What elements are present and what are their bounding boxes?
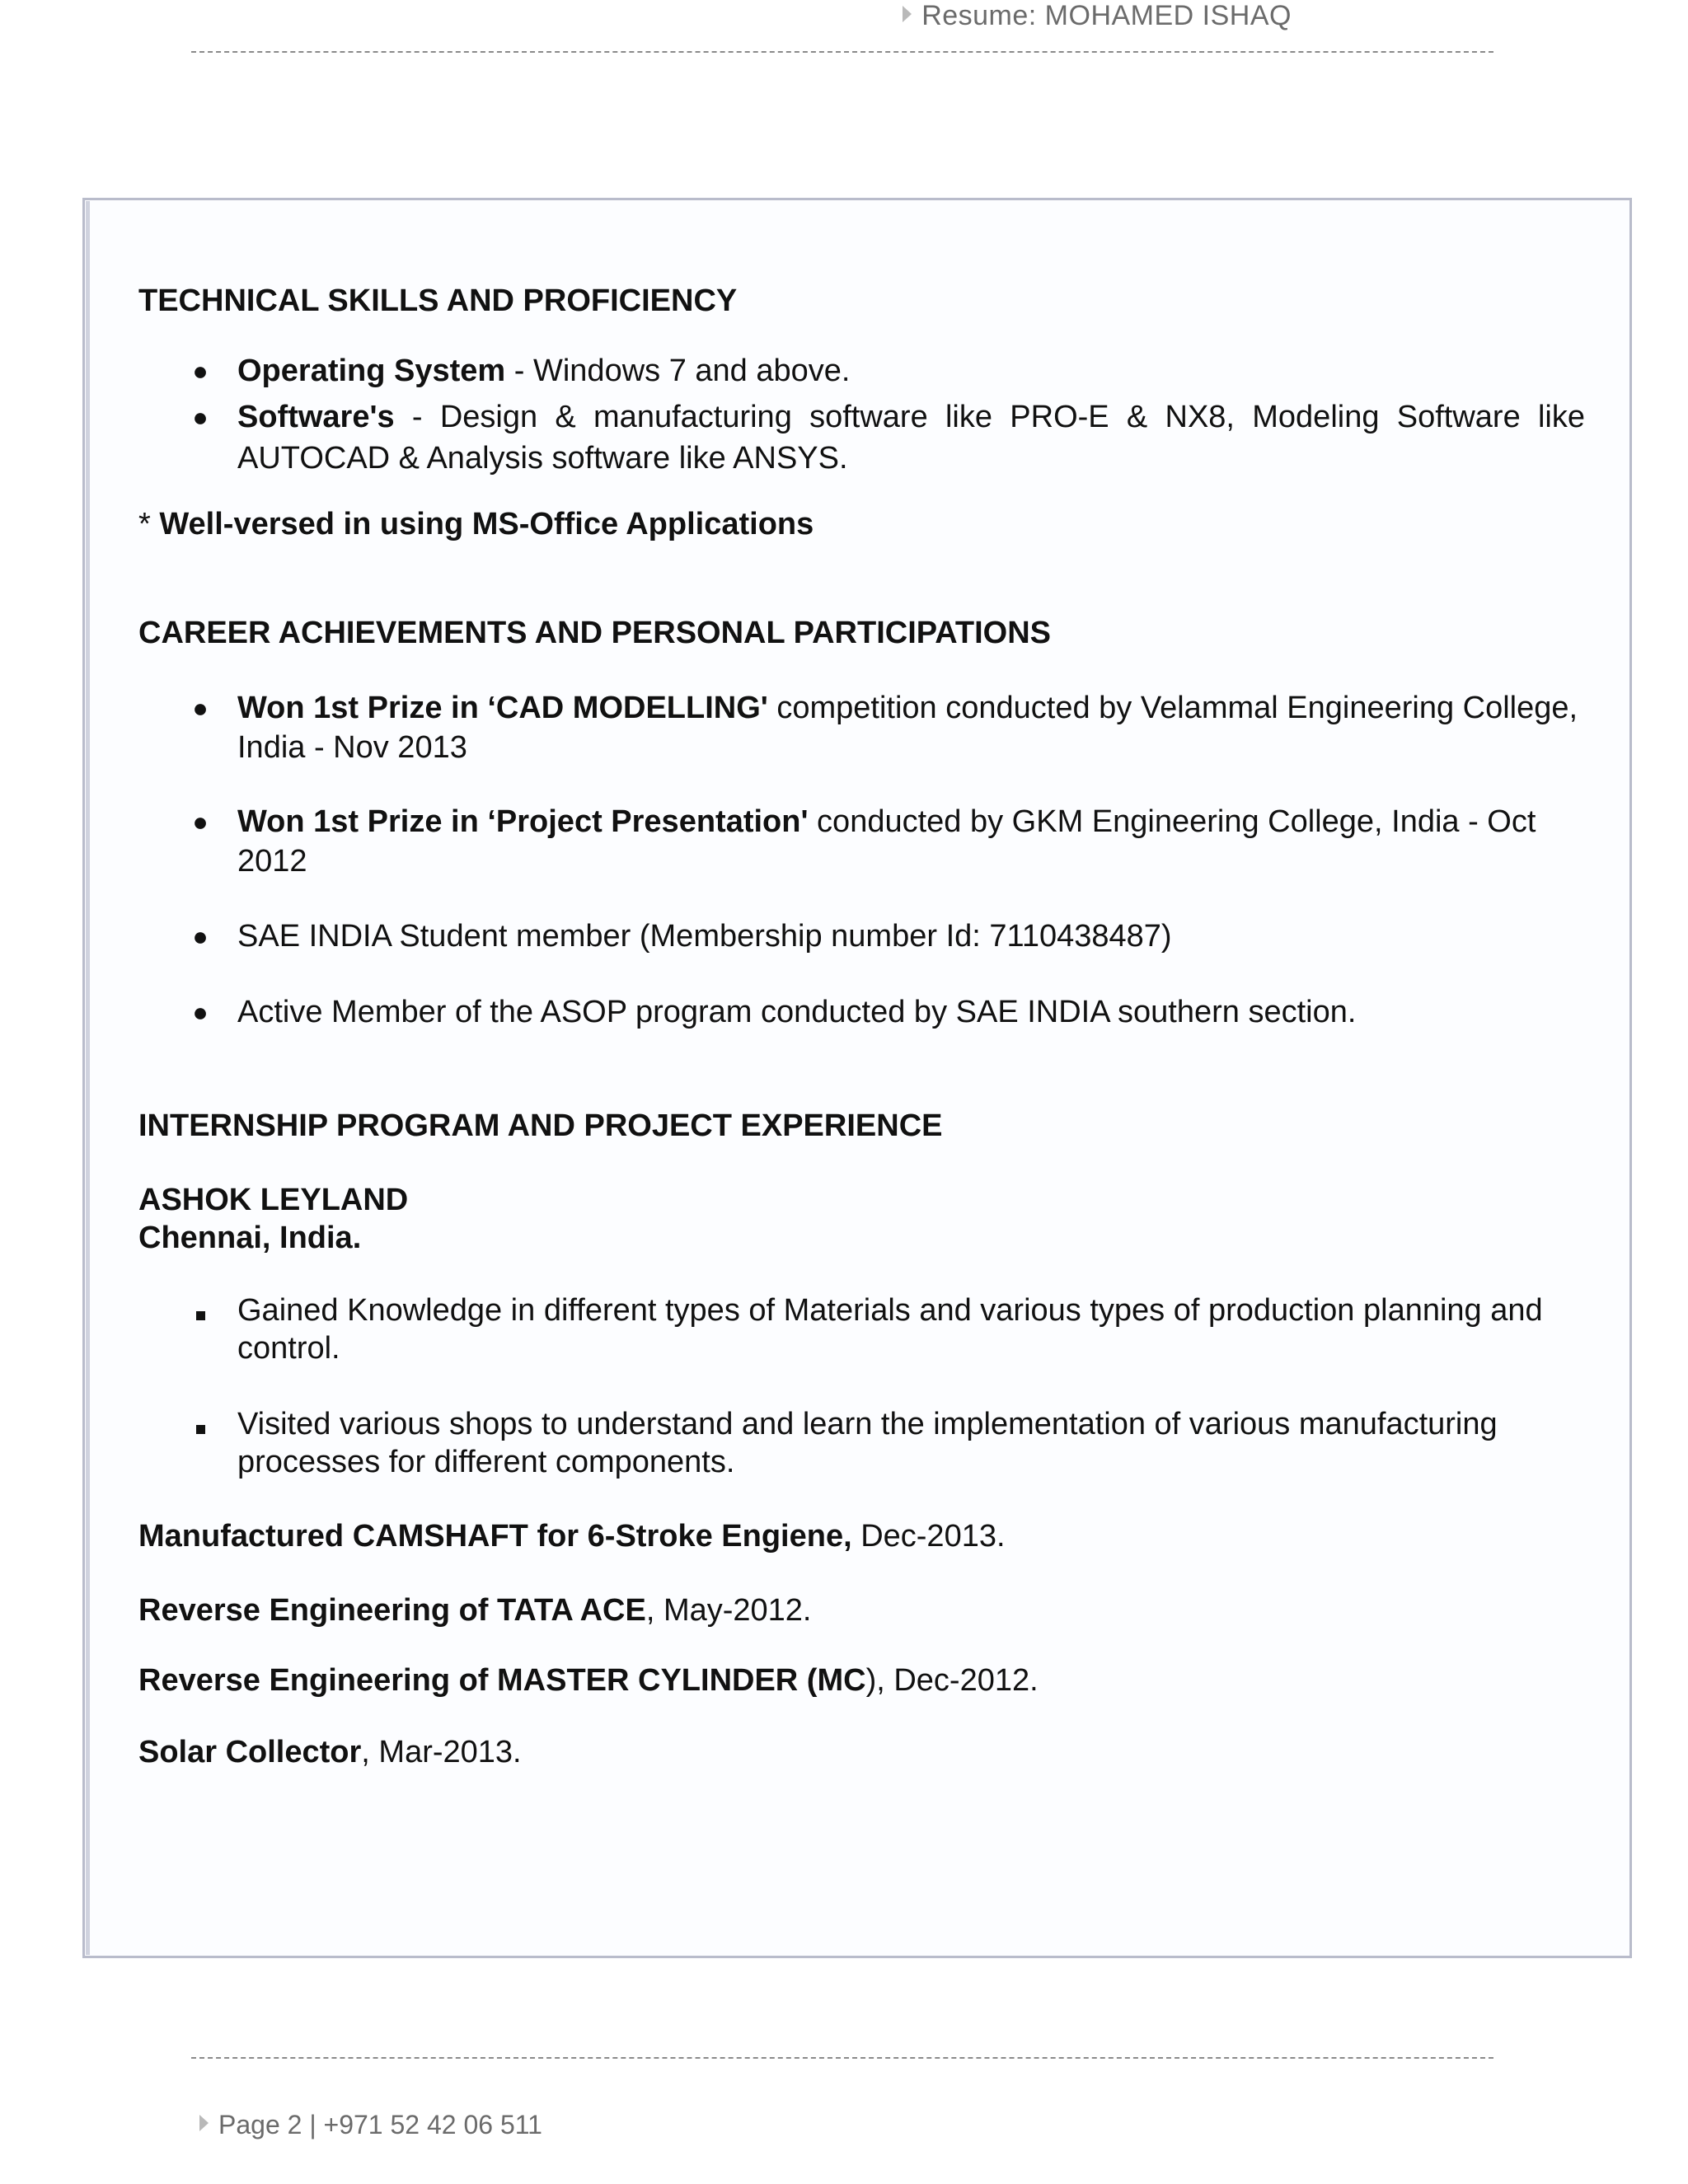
bullet-icon: ● xyxy=(192,921,209,951)
item-bold: Won 1st Prize in ‘CAD MODELLING' xyxy=(237,691,768,725)
project-bold: Solar Collector xyxy=(138,1735,362,1769)
project-bold: Reverse Engineering of MASTER CYLINDER (MC xyxy=(138,1663,866,1698)
section-title: CAREER ACHIEVEMENTS AND PERSONAL PARTICIPATIONS xyxy=(138,616,1052,650)
project-line xyxy=(138,1590,1585,1631)
item-text: Gained Knowledge in different types of Materials and various types of production planning and control. xyxy=(237,1293,1543,1366)
item-text: - Design & manufacturing software like PRO-E & NX8, Modeling Software like AUTOCAD & Analysis software like ANSYS. xyxy=(237,400,1585,476)
project-text: ), Dec-2012. xyxy=(865,1663,1039,1698)
item-text: competition conducted by Velammal Engineering College, India - Nov 2013 xyxy=(237,691,1578,765)
item-text: SAE INDIA Student member (Membership number Id: 7110438487) xyxy=(237,919,1172,954)
list-item xyxy=(138,1291,1585,1367)
list-item xyxy=(138,1405,1585,1481)
item-text: - Windows 7 and above. xyxy=(505,354,851,388)
footer-text: Page 2 | +971 52 42 06 511 xyxy=(218,2110,542,2139)
project-text: , Mar-2013. xyxy=(361,1735,522,1769)
square-bullet-icon xyxy=(188,1291,213,1329)
header-text: Resume: MOHAMED ISHAQ xyxy=(921,0,1292,31)
office-note xyxy=(138,504,1585,545)
bullet-icon: ● xyxy=(192,997,209,1027)
internship-list xyxy=(138,1291,1585,1481)
project-line xyxy=(138,1516,1585,1557)
item-text: conducted by GKM Engineering College, India - Oct 2012 xyxy=(237,804,1536,879)
list-item xyxy=(138,802,1585,881)
list-item xyxy=(138,991,1585,1033)
company-name: ASHOK LEYLAND xyxy=(138,1183,409,1217)
footer-divider xyxy=(191,2057,1493,2059)
list-item xyxy=(138,350,1585,391)
header-label xyxy=(903,0,1292,32)
frame-accent-bar xyxy=(86,201,90,1955)
triangle-bullet-icon xyxy=(903,6,912,22)
square-bullet-icon xyxy=(188,1405,213,1443)
item-bold: Won 1st Prize in ‘Project Presentation' xyxy=(237,804,809,839)
project-text: Dec-2013. xyxy=(851,1519,1006,1554)
list-item xyxy=(138,688,1585,767)
header-divider xyxy=(191,51,1493,53)
item-bold: Operating System xyxy=(237,354,506,388)
career-section xyxy=(138,612,1585,1033)
company-location: Chennai, India. xyxy=(138,1221,362,1255)
item-text: Active Member of the ASOP program conducted by SAE INDIA southern section. xyxy=(237,995,1357,1029)
list-item xyxy=(138,916,1585,957)
note-prefix: * xyxy=(138,507,160,541)
technical-skills-section xyxy=(138,280,1585,545)
bullet-icon: ● xyxy=(192,402,209,432)
item-bold: Software's xyxy=(237,400,395,434)
page-footer xyxy=(199,2110,542,2140)
section-title: INTERNSHIP PROGRAM AND PROJECT EXPERIENCE xyxy=(138,1108,943,1143)
list-item xyxy=(138,396,1585,479)
item-text: Visited various shops to understand and learn the implementation of various manufacturing processes for different components. xyxy=(237,1407,1498,1479)
project-bold: Manufactured CAMSHAFT for 6-Stroke Engiene, xyxy=(138,1519,852,1554)
project-bold: Reverse Engineering of TATA ACE xyxy=(138,1593,646,1628)
career-list xyxy=(138,688,1585,1033)
bullet-icon: ● xyxy=(192,693,209,723)
section-title: TECHNICAL SKILLS AND PROFICIENCY xyxy=(138,284,738,318)
bullet-icon: ● xyxy=(192,807,209,837)
project-line xyxy=(138,1660,1585,1701)
bullet-icon: ● xyxy=(192,356,209,386)
page-header xyxy=(0,0,1493,49)
triangle-bullet-icon xyxy=(199,2115,209,2131)
note-bold: Well-versed in using MS-Office Applications xyxy=(159,507,814,541)
internship-section xyxy=(138,1105,1585,1773)
resume-content xyxy=(138,280,1585,1773)
project-line xyxy=(138,1732,1585,1773)
project-text: , May-2012. xyxy=(645,1593,812,1628)
technical-list xyxy=(138,350,1585,479)
